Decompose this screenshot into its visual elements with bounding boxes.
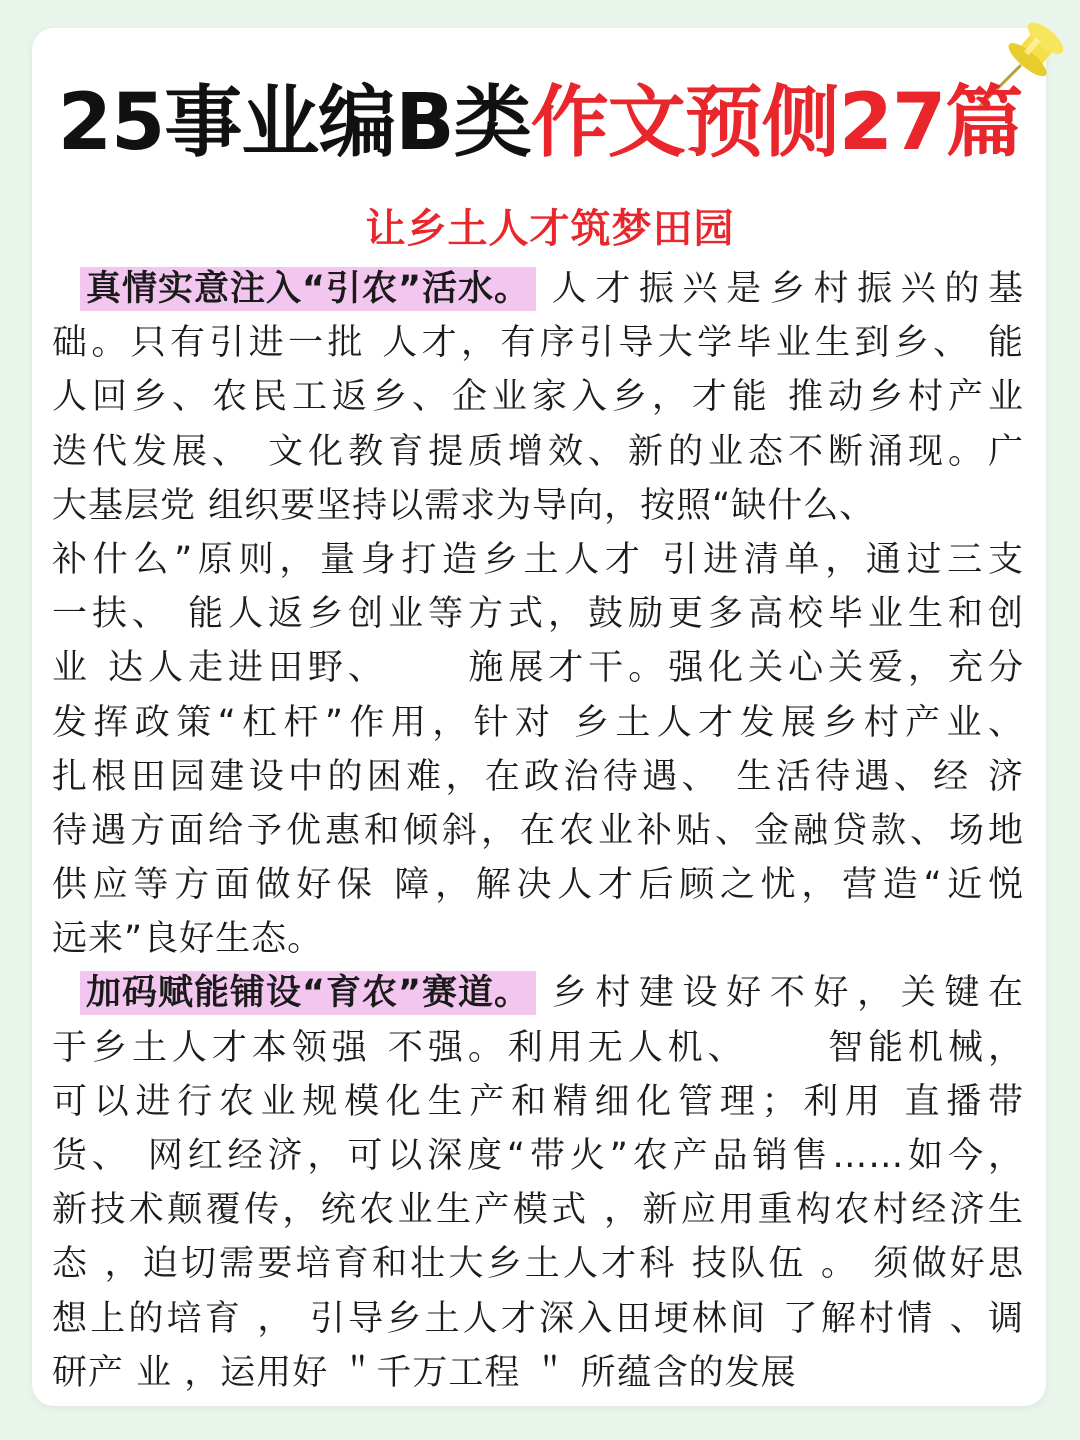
- paragraph1-line: 人才振兴是乡村振兴的基: [544, 269, 1024, 309]
- paragraph2-line: 货、 网红经济，可以深度“带火”农产品销售……如今，: [52, 1136, 1024, 1176]
- paragraph2-line: 于乡土人才本领强 不强。利用无人机、 智能机械，: [52, 1027, 1024, 1068]
- paragraph1-highlight: 真情实意注入“引农”活水。: [80, 267, 536, 311]
- paragraph1-line: 础。只有引进一批 人才，有序引导大学毕业生到乡、 能: [52, 323, 1024, 364]
- paragraph2-line: 新技术颠覆传，统农业生产模式 ，新应用重构农村经济生: [52, 1190, 1024, 1231]
- article-body: [52, 262, 1024, 1400]
- paragraph1-line: 业 达人走进田野、 施展才干。强化关心关爱，充分: [52, 648, 1024, 689]
- paragraph2-line: 态 ，迫切需要培育和壮大乡土人才科 技队伍 。 须做好思: [52, 1244, 1024, 1285]
- paragraph1-line: 补什么”原则，量身打造乡土人才 引进清单，通过三支: [52, 539, 1024, 580]
- paragraph1-first-line: [52, 262, 1024, 316]
- paragraph1-line: 供应等方面做好保 障，解决人才后顾之忧，营造“近悦: [52, 865, 1024, 906]
- paragraph2-line: 乡村建设好不好，关键在: [544, 973, 1024, 1014]
- paragraph1-line: 扎根田园建设中的困难，在政治待遇、 生活待遇、经 济: [52, 756, 1024, 797]
- paragraph1-line: 迭代发展、 文化教育提质增效、新的业态不断涌现。广: [52, 431, 1024, 472]
- title-black-part: 25事业编B类: [57, 78, 531, 168]
- paragraph1-line: 一扶、 能人返乡创业等方式，鼓励更多高校毕业生和创: [52, 594, 1024, 635]
- paragraph2-line: 研产 业 ，运用好 ＂千万工程 ＂ 所蕴含的发展: [52, 1352, 797, 1393]
- paragraph2-line: 想上的培育 ， 引导乡土人才深入田埂林间 了解村情 、调: [52, 1298, 1024, 1339]
- paragraph1-line: 待遇方面给予优惠和倾斜，在农业补贴、金融贷款、场地: [52, 810, 1024, 851]
- paragraph1-line: 人回乡、农民工返乡、企业家入乡，才能 推动乡村产业: [52, 377, 1024, 418]
- paragraph2-highlight: 加码赋能铺设“育农”赛道。: [80, 971, 536, 1015]
- paragraph1-line: 发挥政策“杠杆”作用，针对 乡土人才发展乡村产业、: [52, 702, 1024, 743]
- paragraph1-line: 大基层党 组织要坚持以需求为导向，按照“缺什么、: [52, 485, 876, 526]
- paragraph2-line: 可以进行农业规模化生产和精细化管理；利用 直播带: [52, 1081, 1024, 1122]
- paragraph2-first-line: [52, 966, 1024, 1020]
- article-subtitle: 让乡土人才筑梦田园: [365, 206, 735, 252]
- title-red-part: 作文预侧27篇: [530, 78, 1023, 168]
- paragraph1-line: 远来”良好生态。: [52, 919, 324, 960]
- page-title: [0, 78, 1080, 168]
